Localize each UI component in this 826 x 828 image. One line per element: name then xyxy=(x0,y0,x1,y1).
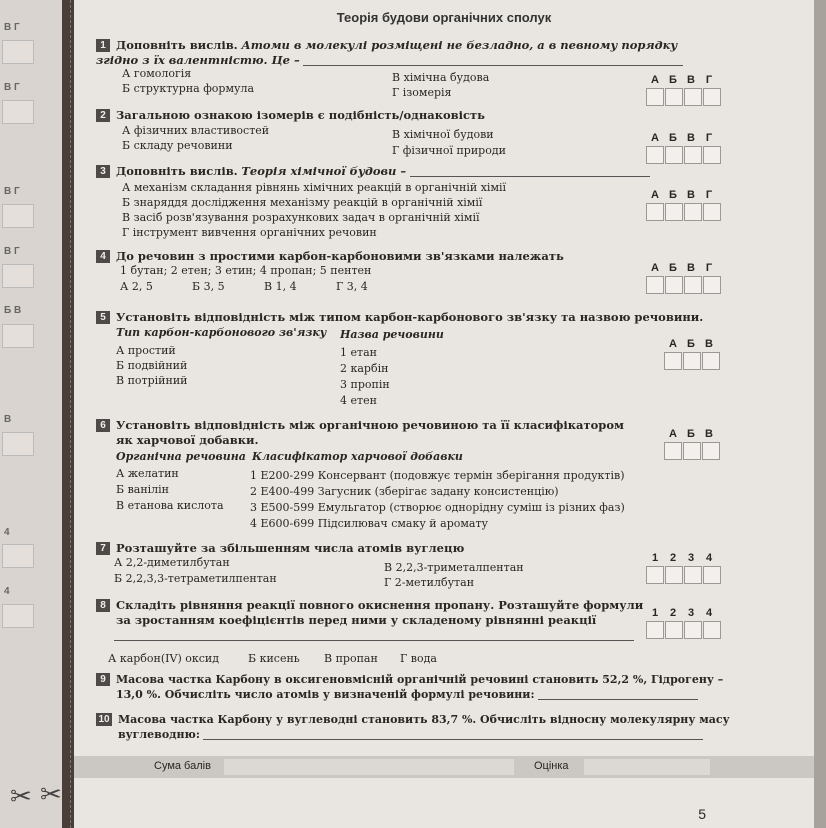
strip-tag: В Г xyxy=(4,186,20,197)
task-1-option-g: Г ізомерія xyxy=(392,86,452,99)
task-6-class-1: 1 Е200-299 Консервант (подовжує термін зберігання продуктів) xyxy=(250,469,625,482)
strip-tag: Б В xyxy=(4,305,22,316)
background xyxy=(814,0,826,828)
task-3-option-g: Г інструмент вивчення органічних речовин xyxy=(122,226,377,239)
task-3-option-a: А механізм складання рівнянь хімічних реакцій в органічній хімії xyxy=(122,181,507,194)
task-5-name-3: 3 пропін xyxy=(340,378,390,391)
task-3-option-b: Б знаряддя дослідження механізму реакцій в органічній хімії xyxy=(122,196,483,209)
task-6-col1-header: Органічна речовина xyxy=(116,450,246,463)
score-bar xyxy=(74,756,814,778)
task-5-col2-header: Назва речовини xyxy=(340,328,444,341)
strip-box xyxy=(2,604,34,628)
strip-tag: В xyxy=(4,414,12,425)
task-2-option-a: А фізичних властивостей xyxy=(122,124,270,137)
task-8-answer-grid[interactable]: 1 2 3 4 xyxy=(646,607,722,639)
task-number: 10 xyxy=(96,713,112,726)
strip-box xyxy=(2,40,34,64)
answer-line[interactable] xyxy=(303,65,683,66)
task-6-option-v: В етанова кислота xyxy=(116,499,224,512)
task-5-option-a: А простий xyxy=(116,344,176,357)
strip-box xyxy=(2,324,34,348)
task-number: 4 xyxy=(96,250,110,263)
task-3-question: 3 Доповніть вислів. Теорія хімічної будови – xyxy=(96,164,676,179)
task-4-option-b: Б 3, 5 xyxy=(192,280,225,293)
task-3-answer-grid[interactable]: А Б В Г xyxy=(646,189,722,221)
task-2-option-v: В хімічної будови xyxy=(392,128,494,141)
task-7-option-v: В 2,2,3-триметалпентан xyxy=(384,561,524,574)
task-6-col2-header: Класифікатор харчової добавки xyxy=(252,450,463,463)
strip-tag: В Г xyxy=(4,246,20,257)
grade-label: Оцінка xyxy=(534,760,569,772)
strip-box xyxy=(2,100,34,124)
task-6-answer-grid[interactable]: А Б В xyxy=(664,428,721,460)
task-6-option-b: Б ванілін xyxy=(116,483,170,496)
strip-box xyxy=(2,544,34,568)
task-2-option-b: Б складу речовини xyxy=(122,139,233,152)
page-title: Теорія будови органічних сполук xyxy=(336,10,552,25)
task-number: 2 xyxy=(96,109,110,122)
worksheet-page xyxy=(74,0,814,828)
task-8-question: 8 Складіть рівняння реакції повного окиснення пропану. Розташуйте формули за зростанням коефіцієнтів перед ними у складеному рівнянні реакції xyxy=(96,598,643,628)
task-5-name-2: 2 карбін xyxy=(340,362,389,375)
strip-box xyxy=(2,204,34,228)
page-number: 5 xyxy=(698,806,706,822)
task-10-question: 10 Масова частка Карбону у вуглеводні становить 83,7 %. Обчисліть відносну молекулярну масу вуглеводню: xyxy=(96,712,730,742)
task-5-answer-grid[interactable]: А Б В xyxy=(664,338,721,370)
answer-line[interactable] xyxy=(203,739,703,740)
task-7-question: 7 Розташуйте за збільшенням числа атомів вуглецю xyxy=(96,541,464,556)
cut-line xyxy=(70,0,71,828)
task-number: 7 xyxy=(96,542,110,555)
task-4-option-a: А 2, 5 xyxy=(120,280,153,293)
strip-tag: 4 xyxy=(4,527,10,538)
task-6-question: 6 Установіть відповідність між органічною речовиною та її класифікатором як харчової добавки. xyxy=(96,418,624,448)
task-4-option-v: В 1, 4 xyxy=(264,280,297,293)
task-number: 1 xyxy=(96,39,110,52)
answer-line[interactable] xyxy=(410,176,650,177)
strip-tag: 4 xyxy=(4,586,10,597)
task-6-option-a: А желатин xyxy=(116,467,179,480)
task-6-class-4: 4 Е600-699 Підсилювач смаку й аромату xyxy=(250,517,489,530)
task-number: 9 xyxy=(96,673,110,686)
task-6-class-3: 3 Е500-599 Емульгатор (створює однорідну суміш із різних фаз) xyxy=(250,501,625,514)
task-7-option-b: Б 2,2,3,3-тетраметилпентан xyxy=(114,572,277,585)
grade-field[interactable] xyxy=(584,759,710,775)
task-6-class-2: 2 Е400-499 Загусник (зберігає задану консистенцію) xyxy=(250,485,559,498)
task-4-question: 4 До речовин з простими карбон-карбоновими зв'язками належать xyxy=(96,249,564,264)
task-7-option-a: А 2,2-диметилбутан xyxy=(114,556,230,569)
task-number: 5 xyxy=(96,311,110,324)
task-4-option-g: Г 3, 4 xyxy=(336,280,368,293)
task-5-name-4: 4 етен xyxy=(340,394,377,407)
task-number: 6 xyxy=(96,419,110,432)
task-5-option-v: В потрійний xyxy=(116,374,188,387)
task-4-list: 1 бутан; 2 етен; 3 етин; 4 пропан; 5 пентен xyxy=(120,264,372,277)
task-number: 3 xyxy=(96,165,110,178)
task-8-option-b: Б кисень xyxy=(248,652,300,665)
answer-line[interactable] xyxy=(538,699,698,700)
task-1-answer-grid[interactable]: А Б В Г xyxy=(646,74,722,106)
task-2-answer-grid[interactable]: А Б В Г xyxy=(646,132,722,164)
strip-box xyxy=(2,432,34,456)
task-7-option-g: Г 2-метилбутан xyxy=(384,576,475,589)
task-8-option-g: Г вода xyxy=(400,652,437,665)
sum-label: Сума балів xyxy=(154,760,211,772)
task-5-question: 5 Установіть відповідність між типом карбон-карбонового зв'язку та назвою речовини. xyxy=(96,310,703,325)
scissors-icon: ✂ xyxy=(40,780,62,810)
answer-line[interactable] xyxy=(114,640,634,641)
task-3-option-v: В засіб розв'язування розрахункових задач в органічній хімії xyxy=(122,211,480,224)
task-7-answer-grid[interactable]: 1 2 3 4 xyxy=(646,552,722,584)
task-2-question: 2 Загальною ознакою ізомерів є подібність/однаковість xyxy=(96,108,485,123)
task-8-option-v: В пропан xyxy=(324,652,378,665)
scissors-icon: ✂ xyxy=(10,782,32,812)
sum-field[interactable] xyxy=(224,759,514,775)
task-1-option-a: А гомологія xyxy=(122,67,192,80)
task-1-option-v: В хімічна будова xyxy=(392,71,490,84)
strip-box xyxy=(2,264,34,288)
task-number: 8 xyxy=(96,599,110,612)
answer-strip xyxy=(0,0,62,828)
task-2-option-g: Г фізичної природи xyxy=(392,144,506,157)
task-9-question: 9 Масова частка Карбону в оксигеновмісній органічній речовині становить 52,2 %, Гідрогену – 13,0 %. Обчисліть число атомів у визначеній формулі речовини: xyxy=(96,672,723,702)
task-1-question: 1 Доповніть вислів. Атоми в молекулі розміщені не безладно, а в певному порядку згідно з їх валентністю. Це – xyxy=(96,38,706,68)
strip-tag: В Г xyxy=(4,22,20,33)
task-5-option-b: Б подвійний xyxy=(116,359,188,372)
task-5-name-1: 1 етан xyxy=(340,346,377,359)
task-4-answer-grid[interactable]: А Б В Г xyxy=(646,262,722,294)
strip-tag: В Г xyxy=(4,82,20,93)
task-1-option-b: Б структурна формула xyxy=(122,82,255,95)
task-8-option-a: А карбон(IV) оксид xyxy=(108,652,220,665)
task-5-col1-header: Тип карбон-карбонового зв'язку xyxy=(116,326,327,339)
